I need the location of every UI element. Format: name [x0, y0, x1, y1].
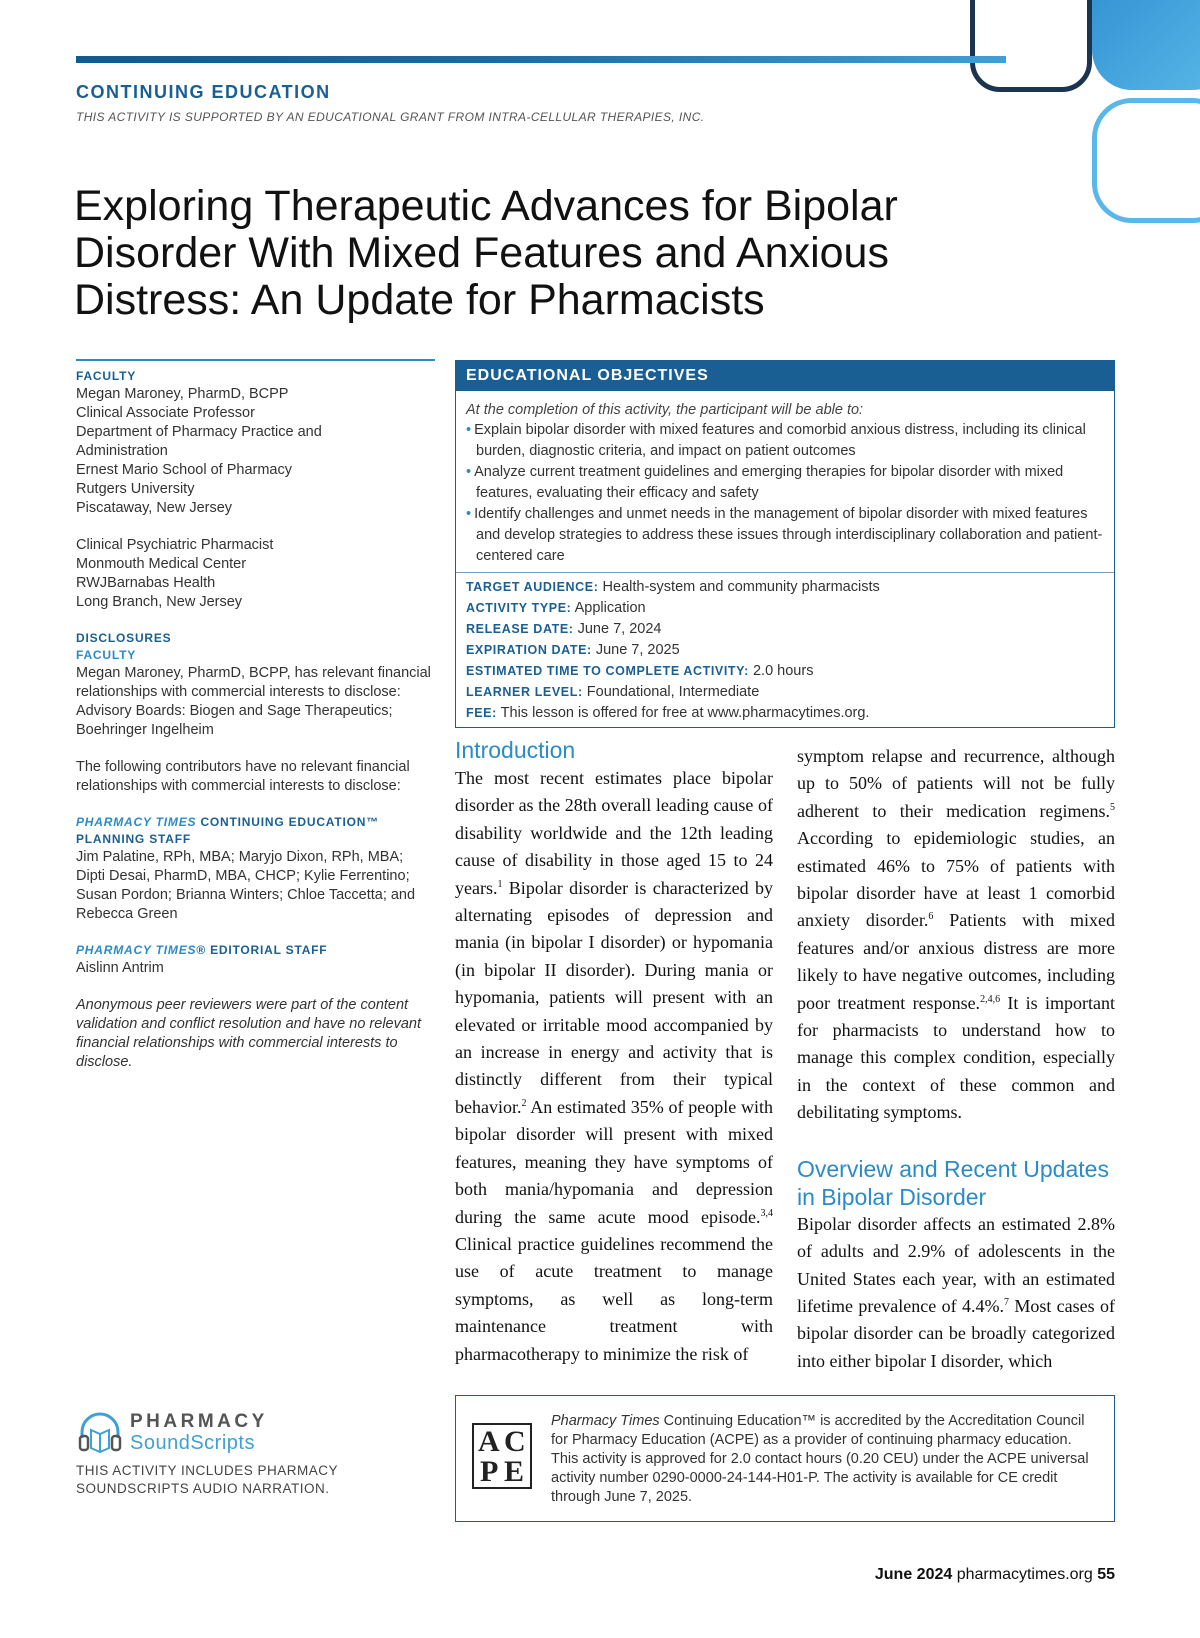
objective-item: • Analyze current treatment guidelines and emerging therapies for bipolar disorder with mixed features, evaluating their efficacy and safety	[466, 462, 1104, 504]
body-column-2: symptom relapse and recurrence, although up to 50% of patients will not be fully adherent to their medication regimens.$^5$ According to epidemiologic studies, an estimated 46% to 75% of patients with bipolar disorder have at least 1 comorbid anxiety disorder.$^6$ Patients with mixed features and/or anxious distress are more likely to have negative outcomes, including poor treatment response.$^{2,4,6}$ It is important for pharmacists to understand how to manage this complex condition, especially in the context of these common and debilitating symptoms. Overview and Recent Updates in Bipolar Disorder Bipolar disorder affects an estimated 2.8% of adults and 2.9% of adolescents in the United States each year, with an estimated lifetime prevalence of 4.4%.$^7$ Most cases of bipolar disorder can be broadly categorized into either bipolar I disorder, which	[797, 746, 1115, 1371]
faculty-line: Ernest Mario School of Pharmacy	[76, 462, 292, 478]
soundscripts-note: THIS ACTIVITY INCLUDES PHARMACY SOUNDSCRIPTS AUDIO NARRATION.	[76, 1463, 339, 1496]
planning-staff-list: Jim Palatine, RPh, MBA; Maryjo Dixon, RPh, MBA; Dipti Desai, PharmD, MBA, CHCP; Kylie Ferrentino; Susan Pordon; Brianna Winters; Chloe Taccetta; and Rebecca Green	[76, 849, 416, 922]
faculty-block-2	[76, 536, 436, 612]
faculty-line: Department of Pharmacy Practice and	[76, 424, 322, 440]
section-label: CONTINUING EDUCATION	[76, 82, 331, 102]
meta-time: ESTIMATED TIME TO COMPLETE ACTIVITY: 2.0 hours	[466, 663, 814, 679]
peer-reviewer-note: Anonymous peer reviewers were part of the content validation and conflict resolution and have no relevant financial relationships with commercial interests to disclose.	[76, 997, 422, 1070]
decor-shape-outline-light	[1092, 98, 1200, 223]
objective-item: • Identify challenges and unmet needs in the management of bipolar disorder with mixed features and develop strategies to address these issues through interdisciplinary collaboration and patient-centered care	[466, 504, 1104, 567]
headphones-icon	[76, 1408, 124, 1456]
meta-target-audience: TARGET AUDIENCE: Health-system and community pharmacists	[466, 579, 880, 595]
disclosure-text: Megan Maroney, PharmD, BCPP, has relevant financial relationships with commercial interests to disclose:	[76, 665, 431, 700]
soundscripts-brand-top: PHARMACY	[130, 1411, 268, 1432]
meta-expiration-date: EXPIRATION DATE: June 7, 2025	[466, 642, 680, 658]
introduction-heading: Introduction	[455, 737, 576, 763]
disclosures-heading: DISCLOSURES	[76, 631, 172, 645]
accreditation-box	[455, 1395, 1115, 1522]
decor-shape-outline-dark	[970, 0, 1092, 92]
objectives-heading: EDUCATIONAL OBJECTIVES	[456, 361, 1114, 391]
accreditation-text: Pharmacy Times Continuing Education™ is accredited by the Accreditation Council for Pharmacy Education (ACPE) as a provider of continuing pharmacy education. This activity is approved for 2.0 contact hours (0.20 CEU) under the ACPE universal activity number 0290-0000-24-144-H01-P. The activity is available for CE credit through June 7, 2025.	[551, 1413, 1089, 1505]
left-column	[76, 360, 436, 1072]
objectives-intro: At the completion of this activity, the participant will be able to:	[466, 402, 864, 418]
decor-shape-filled	[1092, 0, 1200, 90]
editorial-staff-name: Aislinn Antrim	[76, 960, 164, 976]
article-title: Exploring Therapeutic Advances for Bipolar Disorder With Mixed Features and Anxious Distress: An Update for Pharmacists	[74, 182, 898, 324]
objective-item: • Explain bipolar disorder with mixed features and comorbid anxious distress, including its clinical burden, diagnostic criteria, and impact on patient outcomes	[466, 420, 1104, 462]
meta-activity-type: ACTIVITY TYPE: Application	[466, 600, 646, 616]
faculty-line: Rutgers University	[76, 481, 195, 497]
faculty-block-1	[76, 385, 436, 518]
meta-fee: FEE: This lesson is offered for free at www.pharmacytimes.org.	[466, 705, 870, 721]
meta-release-date: RELEASE DATE: June 7, 2024	[466, 621, 662, 637]
faculty-line: Piscataway, New Jersey	[76, 500, 233, 516]
page-footer: June 2024 pharmacytimes.org 55	[874, 1566, 1115, 1583]
objectives-divider	[456, 572, 1114, 573]
faculty-line: Clinical Psychiatric Pharmacist	[76, 537, 274, 553]
header-rule	[76, 56, 1006, 63]
faculty-line: Long Branch, New Jersey	[76, 594, 243, 610]
faculty-heading: FACULTY	[76, 369, 137, 383]
advisory-boards: Advisory Boards: Biogen and Sage Therapeutics; Boehringer Ingelheim	[76, 703, 393, 738]
acpe-logo: A C P E	[472, 1423, 532, 1489]
no-relationships-text: The following contributors have no relevant financial relationships with commercial interests to disclose:	[76, 759, 410, 794]
meta-learner-level: LEARNER LEVEL: Foundational, Intermediate	[466, 684, 760, 700]
faculty-line: Monmouth Medical Center	[76, 556, 247, 572]
soundscripts-brand-bottom: SoundScripts	[130, 1432, 255, 1454]
faculty-line: Megan Maroney, PharmD, BCPP	[76, 386, 289, 402]
faculty-line: RWJBarnabas Health	[76, 575, 216, 591]
faculty-line: Clinical Associate Professor	[76, 405, 255, 421]
body-column-1: The most recent estimates place bipolar disorder as the 28th overall leading cause of disability worldwide and the 12th leading cause of disability in those aged 15 to 24 years.$^1$ Bipolar disorder is characterized by alternating episodes of depression and mania (in bipolar I disorder) or hypomania (in bipolar II disorder). During mania or hypomania, patients will present with an elevated or irritable mood accompanied by an increase in energy and activity that is distinctly different from their typical behavior.$^2$ An estimated 35% of people with bipolar disorder will present with mixed features, meaning they have symptoms of both mania/hypomania and depression during the same acute mood episode.$^{3,4}$ Clinical practice guidelines recommend the use of acute treatment to manage symptoms, as well as long-term maintenance treatment with pharmacotherapy to minimize the risk of	[455, 768, 773, 1364]
objectives-box	[455, 360, 1115, 728]
editorial-staff-heading: PHARMACY TIMES® EDITORIAL STAFF	[76, 943, 328, 957]
objectives-list	[456, 420, 1114, 567]
faculty-line: Administration	[76, 443, 168, 459]
planning-staff-heading: PHARMACY TIMES CONTINUING EDUCATION™ PLANNING STAFF	[76, 815, 380, 846]
overview-heading: Overview and Recent Updates in Bipolar Disorder	[797, 1155, 1109, 1210]
grant-statement: THIS ACTIVITY IS SUPPORTED BY AN EDUCATIONAL GRANT FROM INTRA-CELLULAR THERAPIES, INC.	[76, 110, 705, 124]
disclosures-faculty-heading: FACULTY	[76, 648, 137, 662]
